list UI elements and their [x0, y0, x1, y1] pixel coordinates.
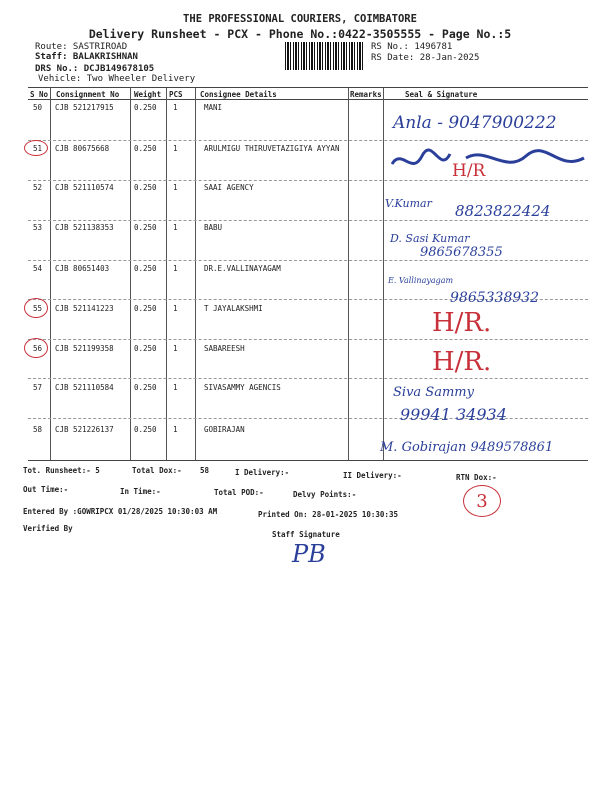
cell-consignment: CJB 80675668	[55, 144, 110, 153]
verified-by: Verified By	[23, 524, 73, 533]
cell-weight: 0.250	[134, 425, 157, 434]
handwritten-name: D. Sasi Kumar	[390, 232, 470, 245]
cell-consignee: SAAI AGENCY	[204, 183, 254, 192]
cell-sno: 50	[33, 103, 43, 112]
cell-sno: 58	[33, 425, 43, 434]
column-divider	[383, 88, 384, 460]
cell-consignee: BABU	[204, 223, 223, 232]
rs-date: RS Date: 28-Jan-2025	[371, 53, 480, 63]
cell-consignee: DR.E.VALLINAYAGAM	[204, 264, 281, 273]
handwritten-name: E. Vallinayagam	[388, 276, 454, 285]
cell-consignee: GOBIRAJAN	[204, 425, 245, 434]
cell-sno: 54	[33, 264, 43, 273]
handwritten-name: V.Kumar	[385, 197, 432, 210]
handwritten-phone: 9865338932	[450, 290, 540, 306]
cell-pcs: 1	[173, 383, 178, 392]
row-divider	[28, 378, 588, 379]
rtn-count-circle	[463, 485, 501, 517]
col-header-sno: S No	[30, 90, 49, 99]
cell-pcs: 1	[173, 425, 178, 434]
cell-pcs: 1	[173, 344, 178, 353]
cell-consignment: CJB 521199358	[55, 344, 114, 353]
cell-sno: 55	[33, 304, 43, 313]
cell-weight: 0.250	[134, 304, 157, 313]
table-header-rule	[28, 99, 588, 100]
tot-runsheet: Tot. Runsheet:- 5	[23, 466, 100, 475]
cell-pcs: 1	[173, 223, 178, 232]
cell-consignment: CJB 521141223	[55, 304, 114, 313]
table-bottom-rule	[28, 460, 588, 461]
cell-weight: 0.250	[134, 344, 157, 353]
cell-pcs: 1	[173, 183, 178, 192]
cell-consignment: CJB 521110574	[55, 183, 114, 192]
cell-consignment: CJB 521217915	[55, 103, 114, 112]
cell-consignee: MANI	[204, 103, 223, 112]
cell-sno: 57	[33, 383, 43, 392]
entered-by: Entered By :GOWRIPCX 01/28/2025 10:30:03 AM	[23, 507, 218, 516]
rs-number: RS No.: 1496781	[371, 42, 453, 52]
handwritten-phone: 8823822424	[455, 202, 551, 220]
route-label: Route: SASTRIROAD	[35, 42, 128, 52]
ii-delivery: II Delivery:-	[343, 471, 402, 480]
rtn-count: 3	[476, 490, 488, 512]
col-header-pcs: PCS	[169, 90, 183, 99]
cell-sno: 52	[33, 183, 43, 192]
cell-consignment: CJB 521226137	[55, 425, 114, 434]
cell-consignment: CJB 521138353	[55, 223, 114, 232]
printed-on: Printed On: 28-01-2025 10:30:35	[258, 510, 398, 519]
row-divider	[28, 140, 588, 141]
cell-consignee: ARULMIGU THIRUVETAZIGIYA AYYAN	[204, 144, 340, 153]
rtn-dox: RTN Dox:-	[456, 473, 497, 482]
col-header-weight: Weight	[134, 90, 162, 99]
table-top-rule	[28, 87, 588, 88]
cell-weight: 0.250	[134, 264, 157, 273]
hr-mark: H/R.	[432, 347, 492, 377]
out-time: Out Time:-	[23, 485, 69, 494]
staff-signature: PB	[292, 540, 326, 568]
column-divider	[166, 88, 167, 460]
col-header-consignee: Consignee Details	[200, 90, 277, 99]
cell-pcs: 1	[173, 103, 178, 112]
sno-circle-mark	[24, 298, 48, 318]
cell-pcs: 1	[173, 264, 178, 273]
cell-consignee: T JAYALAKSHMI	[204, 304, 263, 313]
runsheet-subtitle: Delivery Runsheet - PCX - Phone No.:0422-3505555 - Page No.:5	[88, 27, 512, 41]
row-divider	[28, 220, 588, 221]
cell-sno: 53	[33, 223, 43, 232]
column-divider	[50, 88, 51, 460]
total-pod: Total POD:-	[214, 488, 264, 497]
cell-pcs: 1	[173, 304, 178, 313]
handwritten-phone: 99941 34934	[400, 405, 507, 424]
staff-signature-label: Staff Signature	[272, 530, 340, 539]
handwritten-signature: Anla - 9047900222	[393, 113, 557, 133]
cell-weight: 0.250	[134, 223, 157, 232]
handwritten-name: Siva Sammy	[393, 385, 474, 400]
total-dox-label: Total Dox:-	[132, 466, 182, 475]
column-divider	[130, 88, 131, 460]
cell-consignment: CJB 521110584	[55, 383, 114, 392]
staff-label: Staff: BALAKRISHNAN	[35, 52, 138, 62]
cell-weight: 0.250	[134, 103, 157, 112]
hr-mark: H/R.	[432, 308, 492, 338]
cell-weight: 0.250	[134, 383, 157, 392]
handwritten-phone: 9865678355	[420, 245, 503, 260]
in-time: In Time:-	[120, 487, 161, 496]
delvy-points: Delvy Points:-	[293, 490, 357, 499]
column-divider	[195, 88, 196, 460]
col-header-remarks: Remarks	[350, 90, 382, 99]
company-title: THE PROFESSIONAL COURIERS, COIMBATORE	[183, 13, 417, 25]
sno-circle-mark	[24, 338, 48, 358]
cell-weight: 0.250	[134, 144, 157, 153]
vehicle-label: Vehicle: Two Wheeler Delivery	[38, 74, 196, 84]
row-divider	[28, 180, 588, 181]
cell-consignee: SABAREESH	[204, 344, 245, 353]
cell-weight: 0.250	[134, 183, 157, 192]
row-divider	[28, 339, 588, 340]
scribble-mark	[388, 146, 588, 178]
total-dox-value: 58	[200, 466, 210, 475]
drs-number: DRS No.: DCJB149678105	[35, 64, 155, 74]
cell-consignee: SIVASAMMY AGENCIS	[204, 383, 281, 392]
cell-sno: 56	[33, 344, 43, 353]
i-delivery: I Delivery:-	[235, 468, 290, 477]
handwritten-signature: M. Gobirajan 9489578861	[380, 440, 554, 455]
sno-circle-mark	[24, 140, 48, 156]
col-header-signature: Seal & Signature	[405, 90, 478, 99]
barcode	[285, 42, 365, 70]
cell-pcs: 1	[173, 144, 178, 153]
row-divider	[28, 260, 588, 261]
col-header-consignment: Consignment No	[56, 90, 120, 99]
hr-mark: H/R	[452, 161, 486, 181]
cell-sno: 51	[33, 144, 43, 153]
cell-consignment: CJB 80651403	[55, 264, 110, 273]
column-divider	[348, 88, 349, 460]
